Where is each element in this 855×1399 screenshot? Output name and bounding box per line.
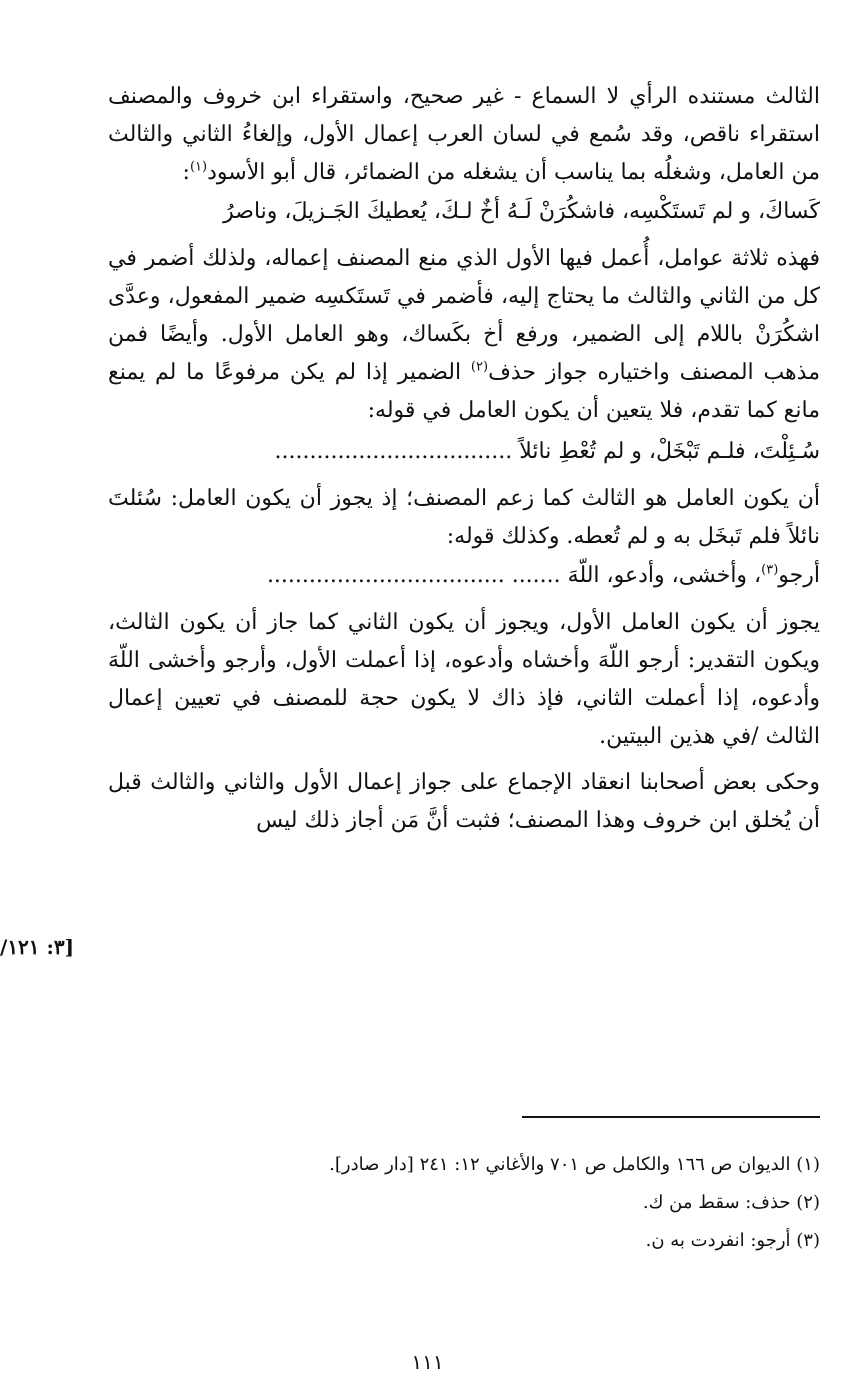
- page-body: [108, 78, 820, 840]
- verse-3: [108, 556, 820, 596]
- paragraph-4: يجوز أن يكون العامل الأول، ويجوز أن يكون الثاني كما جاز أن يكون الثالث، ويكون التقدير: أرجو اللّهَ وأخشاه وأدعوه، إذا أعملت الأول، وأرجو وأخشى اللّهَ وأدعوه، إذا أعملت الثاني، فإذ ذاك لا يكون حجة للمصنف في تعيين إعمال الثالث /في هذين البيتين.: [108, 610, 820, 749]
- verse-1: كَساكَ، و لم تَستَكْسِه، فاشكُرَنْ لَـهُ أخٌ لـكَ، يُعطيكَ الجَـزيلَ، وناصرُ: [223, 199, 820, 224]
- footnotes: [120, 1146, 820, 1260]
- margin-reference: [٣: ١٢١/: [0, 935, 75, 959]
- footnote-ref-3: (٣): [761, 562, 779, 578]
- paragraph-1-end: :: [182, 160, 190, 185]
- paragraph-2-text-end: الضمير إذا لم يكن مرفوعًا ما لم يمنع مانع كما تقدم، فلا يتعين أن يكون العامل في قوله:: [108, 360, 820, 423]
- footnote-2: (٢) حذف: سقط من ك.: [642, 1192, 820, 1213]
- paragraph-1: [108, 78, 820, 192]
- paragraph-1-text: الثالث مستنده الرأي لا السماع - غير صحيح، واستقراء ابن خروف والمصنف استقراء ناقص، وقد سُمع في لسان العرب إعمال الأول، وإلغاءُ الثاني والثالث من العامل، وشغلُه بما يناسب أن يشغله من الضمائر، قال أبو الأسود: [108, 84, 820, 185]
- paragraph-3: أن يكون العامل هو الثالث كما زعم المصنف؛ إذ يجوز أن يكون العامل: سُئلتَ نائلاً فلم تَبخَل به و لم تُعطه. وكذلك قوله:: [108, 486, 820, 549]
- footnote-1: (١) الديوان ص ١٦٦ والكامل ص ٧٠١ والأغاني ١٢: ٢٤١ [دار صادر].: [329, 1154, 820, 1175]
- paragraph-2-text: فهذه ثلاثة عوامل، أُعمل فيها الأول الذي منع المصنف إعماله، ولذلك أضمر في كل من الثاني والثالث ما يحتاج إليه، فأضمر في تَستَكسِه ضمير المفعول، وعدَّى اشكُرَنْ باللام إلى الضمير، ورفع أخ بكَساك، وهو العامل الأول. وأيضًا فمن مذهب المصنف واختياره جواز حذف: [108, 246, 820, 385]
- footnote-3: (٣) أرجو: انفردت به ن.: [645, 1230, 820, 1251]
- page-number: ١١١: [411, 1350, 444, 1374]
- footnote-ref-1: (١): [189, 159, 208, 175]
- footnote-divider: [522, 1116, 820, 1118]
- footnote-ref-2: (٢): [470, 359, 489, 375]
- verse-2: سُـئِلْتَ، فلـم تَبْخَلْ، و لم تُعْطِ نائلاً ..................................: [274, 439, 820, 464]
- verse-3-end: ، وأخشى، وأدعو، اللّهَ ....... ..................................: [266, 563, 762, 588]
- paragraph-2: [108, 240, 820, 430]
- paragraph-5: وحكى بعض أصحابنا انعقاد الإجماع على جواز إعمال الأول والثاني والثالث قبل أن يُخلق ابن خروف وهذا المصنف؛ فثبت أنَّ مَن أجاز ذلك ليس: [108, 770, 820, 833]
- verse-3-start: أرجو: [778, 563, 820, 588]
